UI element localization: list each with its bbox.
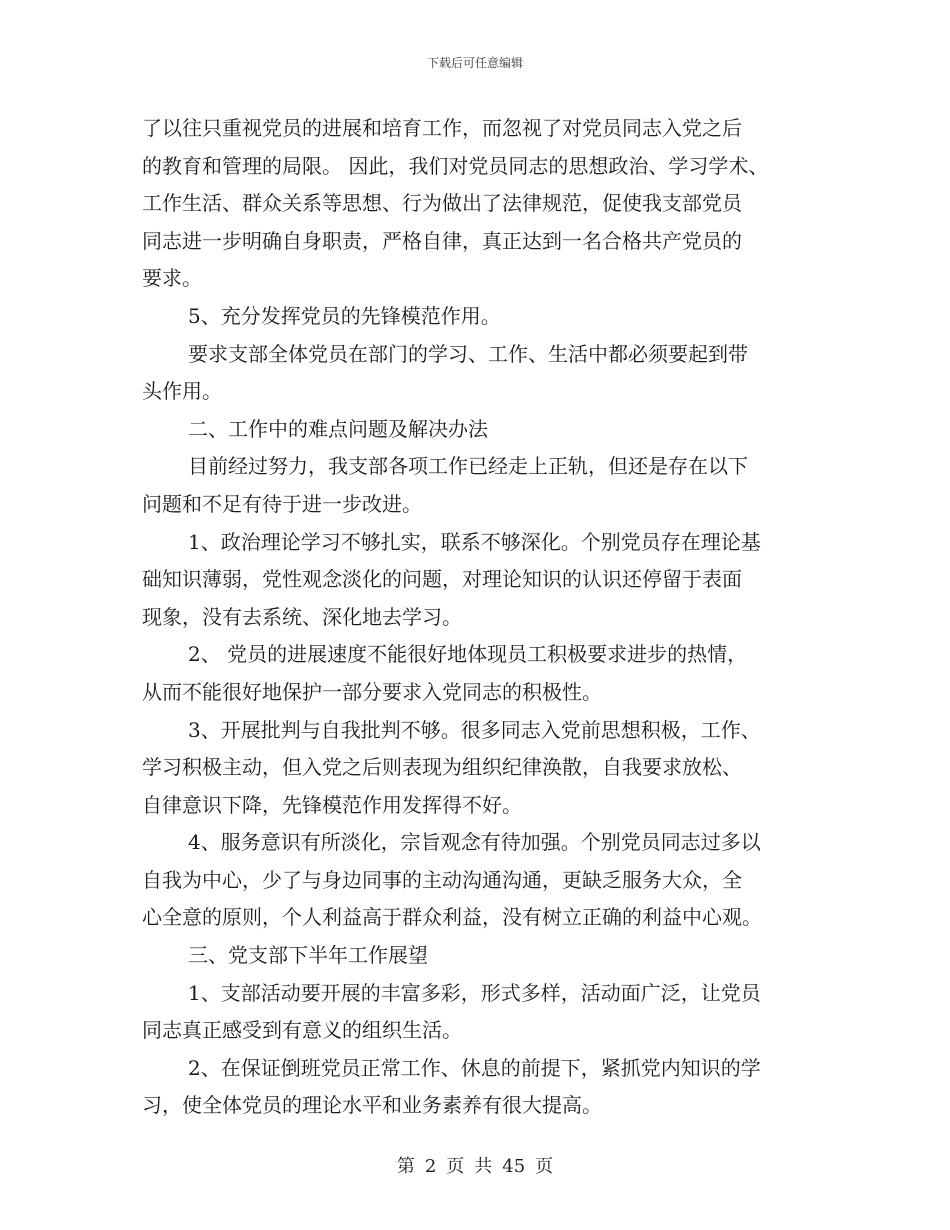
text-line: 5、充分发挥党员的先锋模范作用。 (188, 303, 501, 328)
text-line: 础知识薄弱，党性观念淡化的问题，对理论知识的认识还停留于表面 (142, 567, 742, 592)
text-line: 自我为中心，少了与身边同事的主动沟通沟通，更缺乏服务大众，全 (142, 867, 742, 892)
text-line: 头作用。 (142, 379, 222, 404)
text-line: 问题和不足有待于进一步改进。 (142, 491, 422, 516)
text-line: 2、在保证倒班党员正常工作、休息的前提下，紧抓党内知识的学 (188, 1055, 761, 1080)
text-line: 了以往只重视党员的进展和培育工作，而忽视了对党员同志入党之后 (142, 116, 742, 140)
total-pages: 45 (502, 1156, 526, 1177)
text-line: 要求。 (142, 266, 202, 291)
text-line: 现象，没有去系统、深化地去学习。 (142, 604, 462, 629)
text-line: 从而不能很好地保护一部分要求入党同志的积极性。 (142, 679, 602, 704)
text-line: 4、服务意识有所淡化，宗旨观念有待加强。个别党员同志过多以 (188, 830, 761, 855)
document-body (142, 110, 822, 1125)
text-line: 心全意的原则，个人利益高于群众利益，没有树立正确的利益中心观。 (142, 905, 762, 930)
footer-word-ye: 页 (446, 1156, 465, 1177)
footer-word-di: 第 (396, 1156, 415, 1177)
text-line: 1、政治理论学习不够扎实，联系不够深化。个别党员存在理论基 (188, 529, 761, 554)
text-line: 习，使全体党员的理论水平和业务素养有很大提高。 (142, 1093, 602, 1118)
text-line: 同志真正感受到有意义的组织生活。 (142, 1018, 462, 1043)
text-line: 学习积极主动，但入党之后则表现为组织纪律涣散，自我要求放松、 (142, 755, 742, 780)
text-line: 自律意识下降，先锋模范作用发挥得不好。 (142, 792, 522, 817)
text-line: 1、支部活动要开展的丰富多彩，形式多样，活动面广泛，让党员 (188, 980, 761, 1005)
text-line: 目前经过努力，我支部各项工作已经走上正轨，但还是存在以下 (188, 454, 748, 479)
page-footer (0, 1152, 950, 1178)
text-line: 工作生活、群众关系等思想、行为做出了法律规范，促使我支部党员 (142, 191, 742, 216)
page-header-note: 下载后可任意编辑 (426, 56, 523, 70)
footer-word-ye-2: 页 (535, 1156, 554, 1177)
text-line: 2、 党员的进展速度不能很好地体现员工积极要求进步的热情， (188, 642, 748, 667)
text-line: 的教育和管理的局限。 因此，我们对党员同志的思想政治、学习学术、 (142, 153, 769, 178)
text-line: 同志进一步明确自身职责，严格自律，真正达到一名合格共产党员的 (142, 228, 742, 253)
text-line: 要求支部全体党员在部门的学习、工作、生活中都必须要起到带 (188, 341, 748, 366)
footer-word-gong: 共 (474, 1156, 493, 1177)
page-number: 2 (424, 1156, 437, 1177)
section-heading: 二、工作中的难点问题及解决办法 (188, 416, 488, 441)
text-line: 3、开展批判与自我批判不够。很多同志入党前思想积极，工作、 (188, 717, 761, 742)
section-heading: 三、党支部下半年工作展望 (188, 943, 428, 968)
